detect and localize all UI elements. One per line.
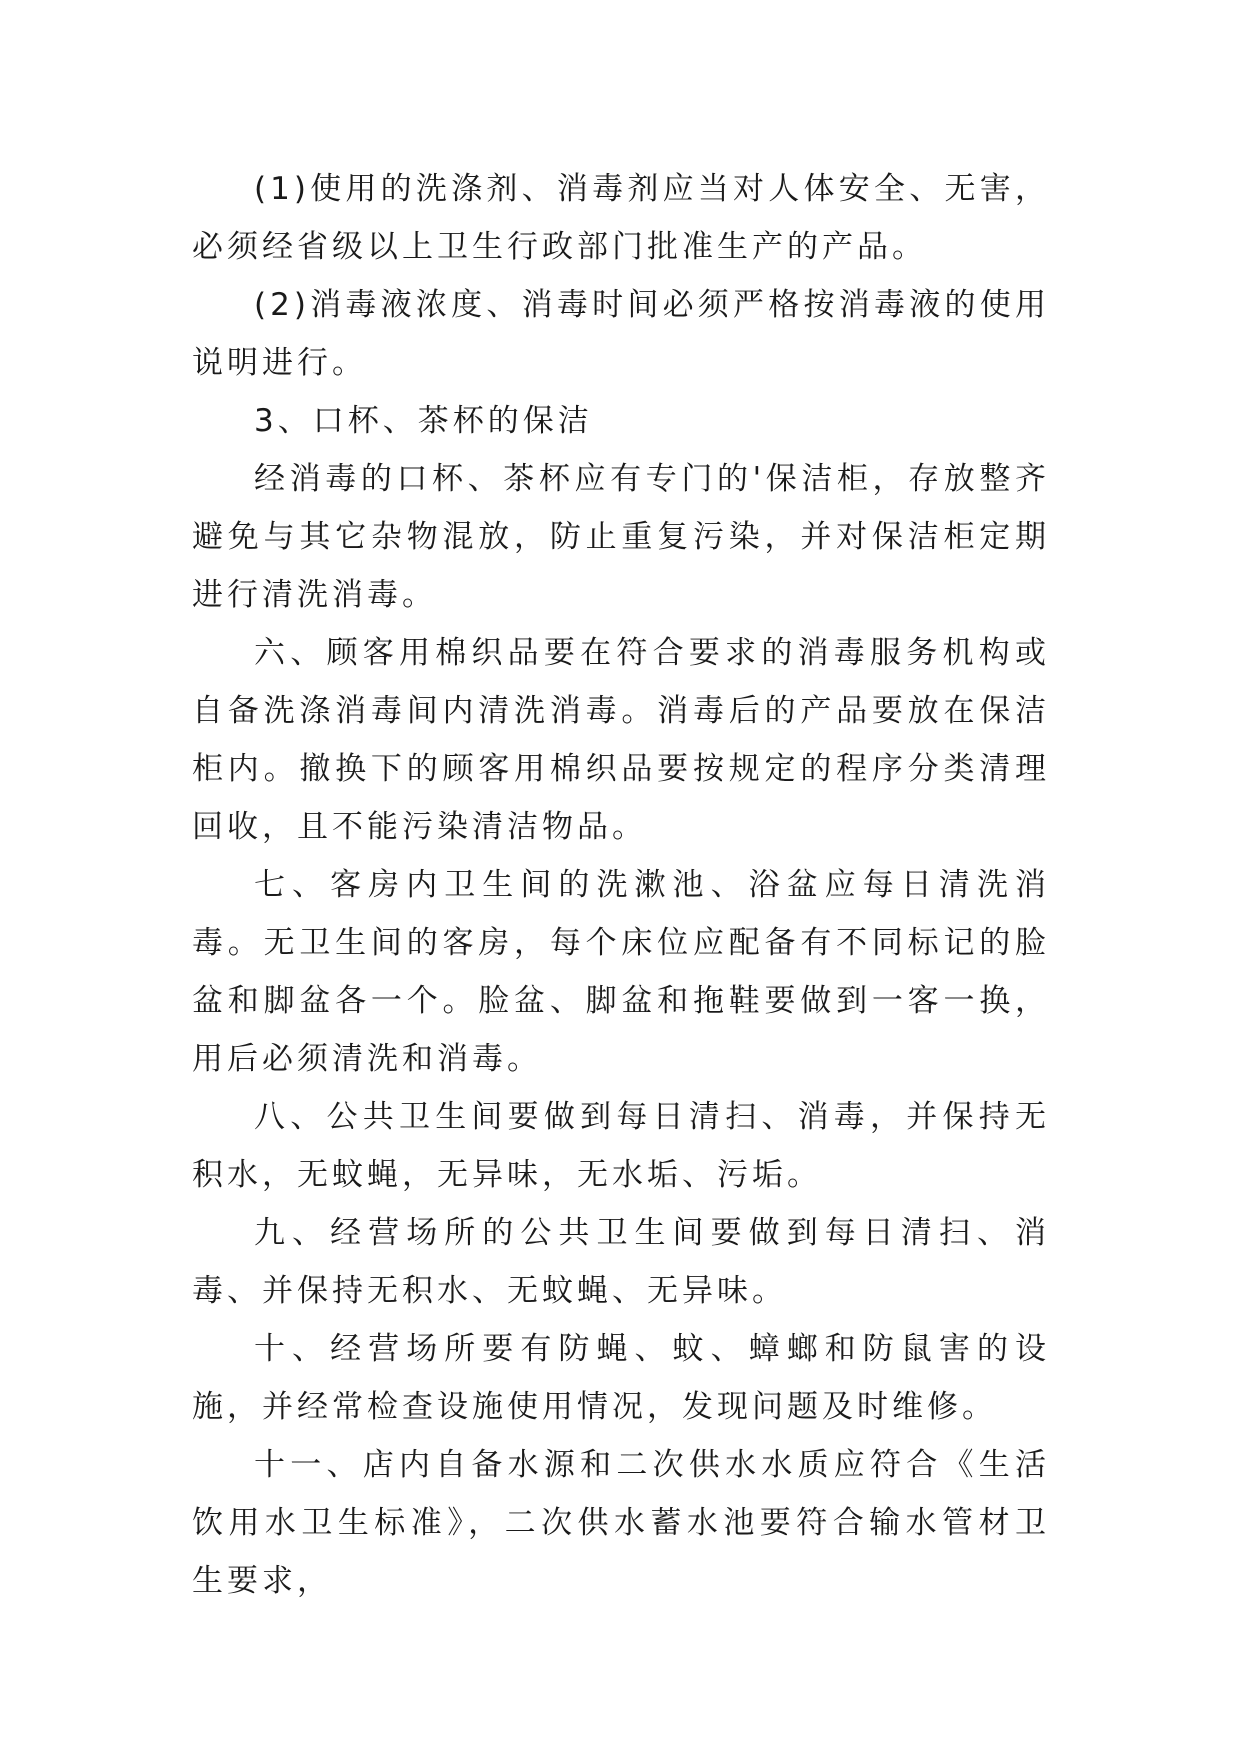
- paragraph-line: 六、顾客用棉织品要在符合要求的消毒服务机构或自备: [192, 635, 1050, 729]
- paragraph-line: 明进行。: [227, 345, 367, 381]
- paragraph-line: 一个。脸盆、脚盆和拖鞋要做到一客一换，用后必须清洗和: [192, 983, 1051, 1077]
- paragraph-line: 消毒。: [437, 1041, 542, 1077]
- paragraph-line: 3、口杯、茶杯的保洁: [254, 403, 593, 439]
- paragraph-line: 经消毒的口杯、茶杯应有专门的'保洁柜，存放整齐避: [192, 461, 1050, 555]
- paragraph-line: 须经省级以上卫生行政部门批准生产的产品。: [227, 229, 927, 265]
- paragraph-item-nine: [192, 1204, 1050, 1320]
- paragraph-cup-storage: [192, 450, 1050, 624]
- paragraph-line: 经常检查设施使用情况，发现问题及时维修。: [297, 1389, 997, 1425]
- paragraph-line: 水卫生标准》，二次供水蓄水池要符合输水管材卫生要求，: [192, 1505, 1051, 1599]
- paragraph-line: 八、公共卫生间要做到每日清扫、消毒，并保持无积水，: [192, 1099, 1050, 1193]
- section-heading-cup-cleaning: [192, 392, 1050, 450]
- paragraph-line: 九、经营场所的公共卫生间要做到每日清扫、消毒、并: [192, 1215, 1050, 1309]
- paragraph-detergent-safety: [192, 160, 1050, 276]
- paragraph-line: (1)使用的洗涤剂、消毒剂应当对人体安全、无害，必: [192, 171, 1050, 265]
- document-body: [192, 160, 1050, 1610]
- paragraph-line: 十一、店内自备水源和二次供水水质应符合《生活饮用: [192, 1447, 1050, 1541]
- paragraph-item-seven: [192, 856, 1050, 1088]
- paragraph-item-eight: [192, 1088, 1050, 1204]
- paragraph-item-six: [192, 624, 1050, 856]
- paragraph-line: 洗涤消毒间内清洗消毒。消毒后的产品要放在保洁柜内。撤: [192, 693, 1051, 787]
- paragraph-line: 免与其它杂物混放，防止重复污染，并对保洁柜定期进行清: [192, 519, 1051, 613]
- paragraph-disinfectant-concentration: [192, 276, 1050, 392]
- paragraph-item-ten: [192, 1320, 1050, 1436]
- paragraph-line: 无蚊蝇，无异味，无水垢、污垢。: [297, 1157, 822, 1193]
- paragraph-line: 十、经营场所要有防蝇、蚊、蟑螂和防鼠害的设施，并: [192, 1331, 1050, 1425]
- paragraph-line: 污染清洁物品。: [402, 809, 647, 845]
- paragraph-item-eleven: [192, 1436, 1050, 1610]
- paragraph-line: 洗消毒。: [297, 577, 437, 613]
- paragraph-line: 卫生间的客房，每个床位应配备有不同标记的脸盆和脚盆各: [192, 925, 1051, 1019]
- paragraph-line: 保持无积水、无蚊蝇、无异味。: [297, 1273, 787, 1309]
- paragraph-line: (2)消毒液浓度、消毒时间必须严格按消毒液的使用说: [192, 287, 1050, 381]
- paragraph-line: 换下的顾客用棉织品要按规定的程序分类清理回收，且不能: [192, 751, 1051, 845]
- paragraph-line: 七、客房内卫生间的洗漱池、浴盆应每日清洗消毒。无: [192, 867, 1050, 961]
